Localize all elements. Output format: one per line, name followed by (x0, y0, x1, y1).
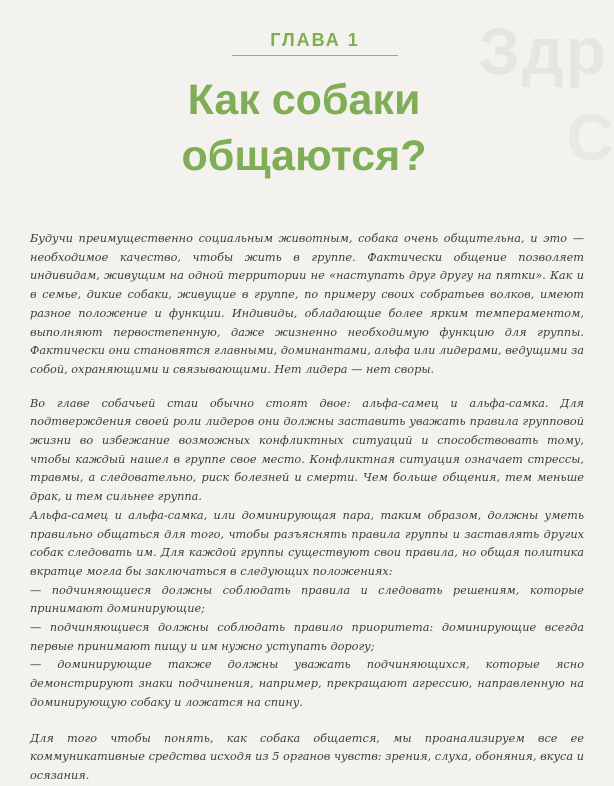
paragraph-gap (30, 713, 584, 730)
paragraph-3: Альфа-самец и альфа-самка, или доминирующая пара, таким образом, должны уметь правильно общаться для того, чтобы разъяснять правила группы и заставлять других собак следовать им. Для каждой группы существуют свои правила, но общая политика вкратце могла бы заключаться в следующих положениях: (30, 508, 584, 578)
paragraph-gap (30, 380, 584, 395)
chapter-label: ГЛАВА 1 (270, 30, 360, 50)
chapter-title-line-1: Как собаки (187, 76, 421, 124)
chapter-underline (232, 55, 398, 56)
paragraph-2: Во главе собачьей стаи обычно стоят двое: альфа-самец и альфа-самка. Для подтверждения своей роли лидеров они должны заставить уважать правила групповой жизни во избежание возможных конфликтных ситуаций и способствовать тому, чтобы каждый нашел в группе свое место. Конфликтная ситуация означает стрессы, травмы, а следовательно, риск болезней и смерти. Чем больше общения, тем меньше драк, и тем сильнее группа. (30, 396, 584, 504)
bleed-through-text: Здр (478, 14, 608, 88)
chapter-title (0, 72, 608, 184)
paragraph-4: Для того чтобы понять, как собака общается, мы проанализируем все ее коммуникативные средства исходя из 5 органов чувств: зрения, слуха, обоняния, вкуса и осязания. (30, 731, 584, 782)
list-item-1: — подчиняющиеся должны соблюдать правила и следовать решениям, которые принимают доминирующие; (30, 583, 584, 616)
body-text (30, 230, 584, 786)
chapter-title-line-2: общаются? (181, 132, 427, 180)
bleed-through-text-2: С (566, 100, 614, 174)
list-item-3: — доминирующие также должны уважать подчиняющихся, которые ясно демонстрируют знаки подчинения, например, прекращают агрессию, направленную на доминирующую собаку и ложатся на спину. (30, 658, 584, 709)
paragraph-1: Будучи преимущественно социальным животным, собака очень общительна, и это — необходимое качество, чтобы жить в группе. Фактически общение позволяет индивидам, живущим на одной территории не «наступать друг другу на пятки». Как и в семье, дикие собаки, живущие в группе, по примеру своих собратьев волков, имеют разное положение и функции. Индивиды, обладающие более ярким темпераментом, выполняют первостепенную, даже жизненно необходимую функцию для группы. Фактически они становятся главными, доминантами, альфа или лидерами, ведущими за собой, охраняющими и связывающими. Нет лидера — нет своры. (30, 232, 584, 376)
list-item-2: — подчиняющиеся должны соблюдать правило приоритета: доминирующие всегда первые принимают пищу и им нужно уступать дорогу; (30, 621, 584, 653)
